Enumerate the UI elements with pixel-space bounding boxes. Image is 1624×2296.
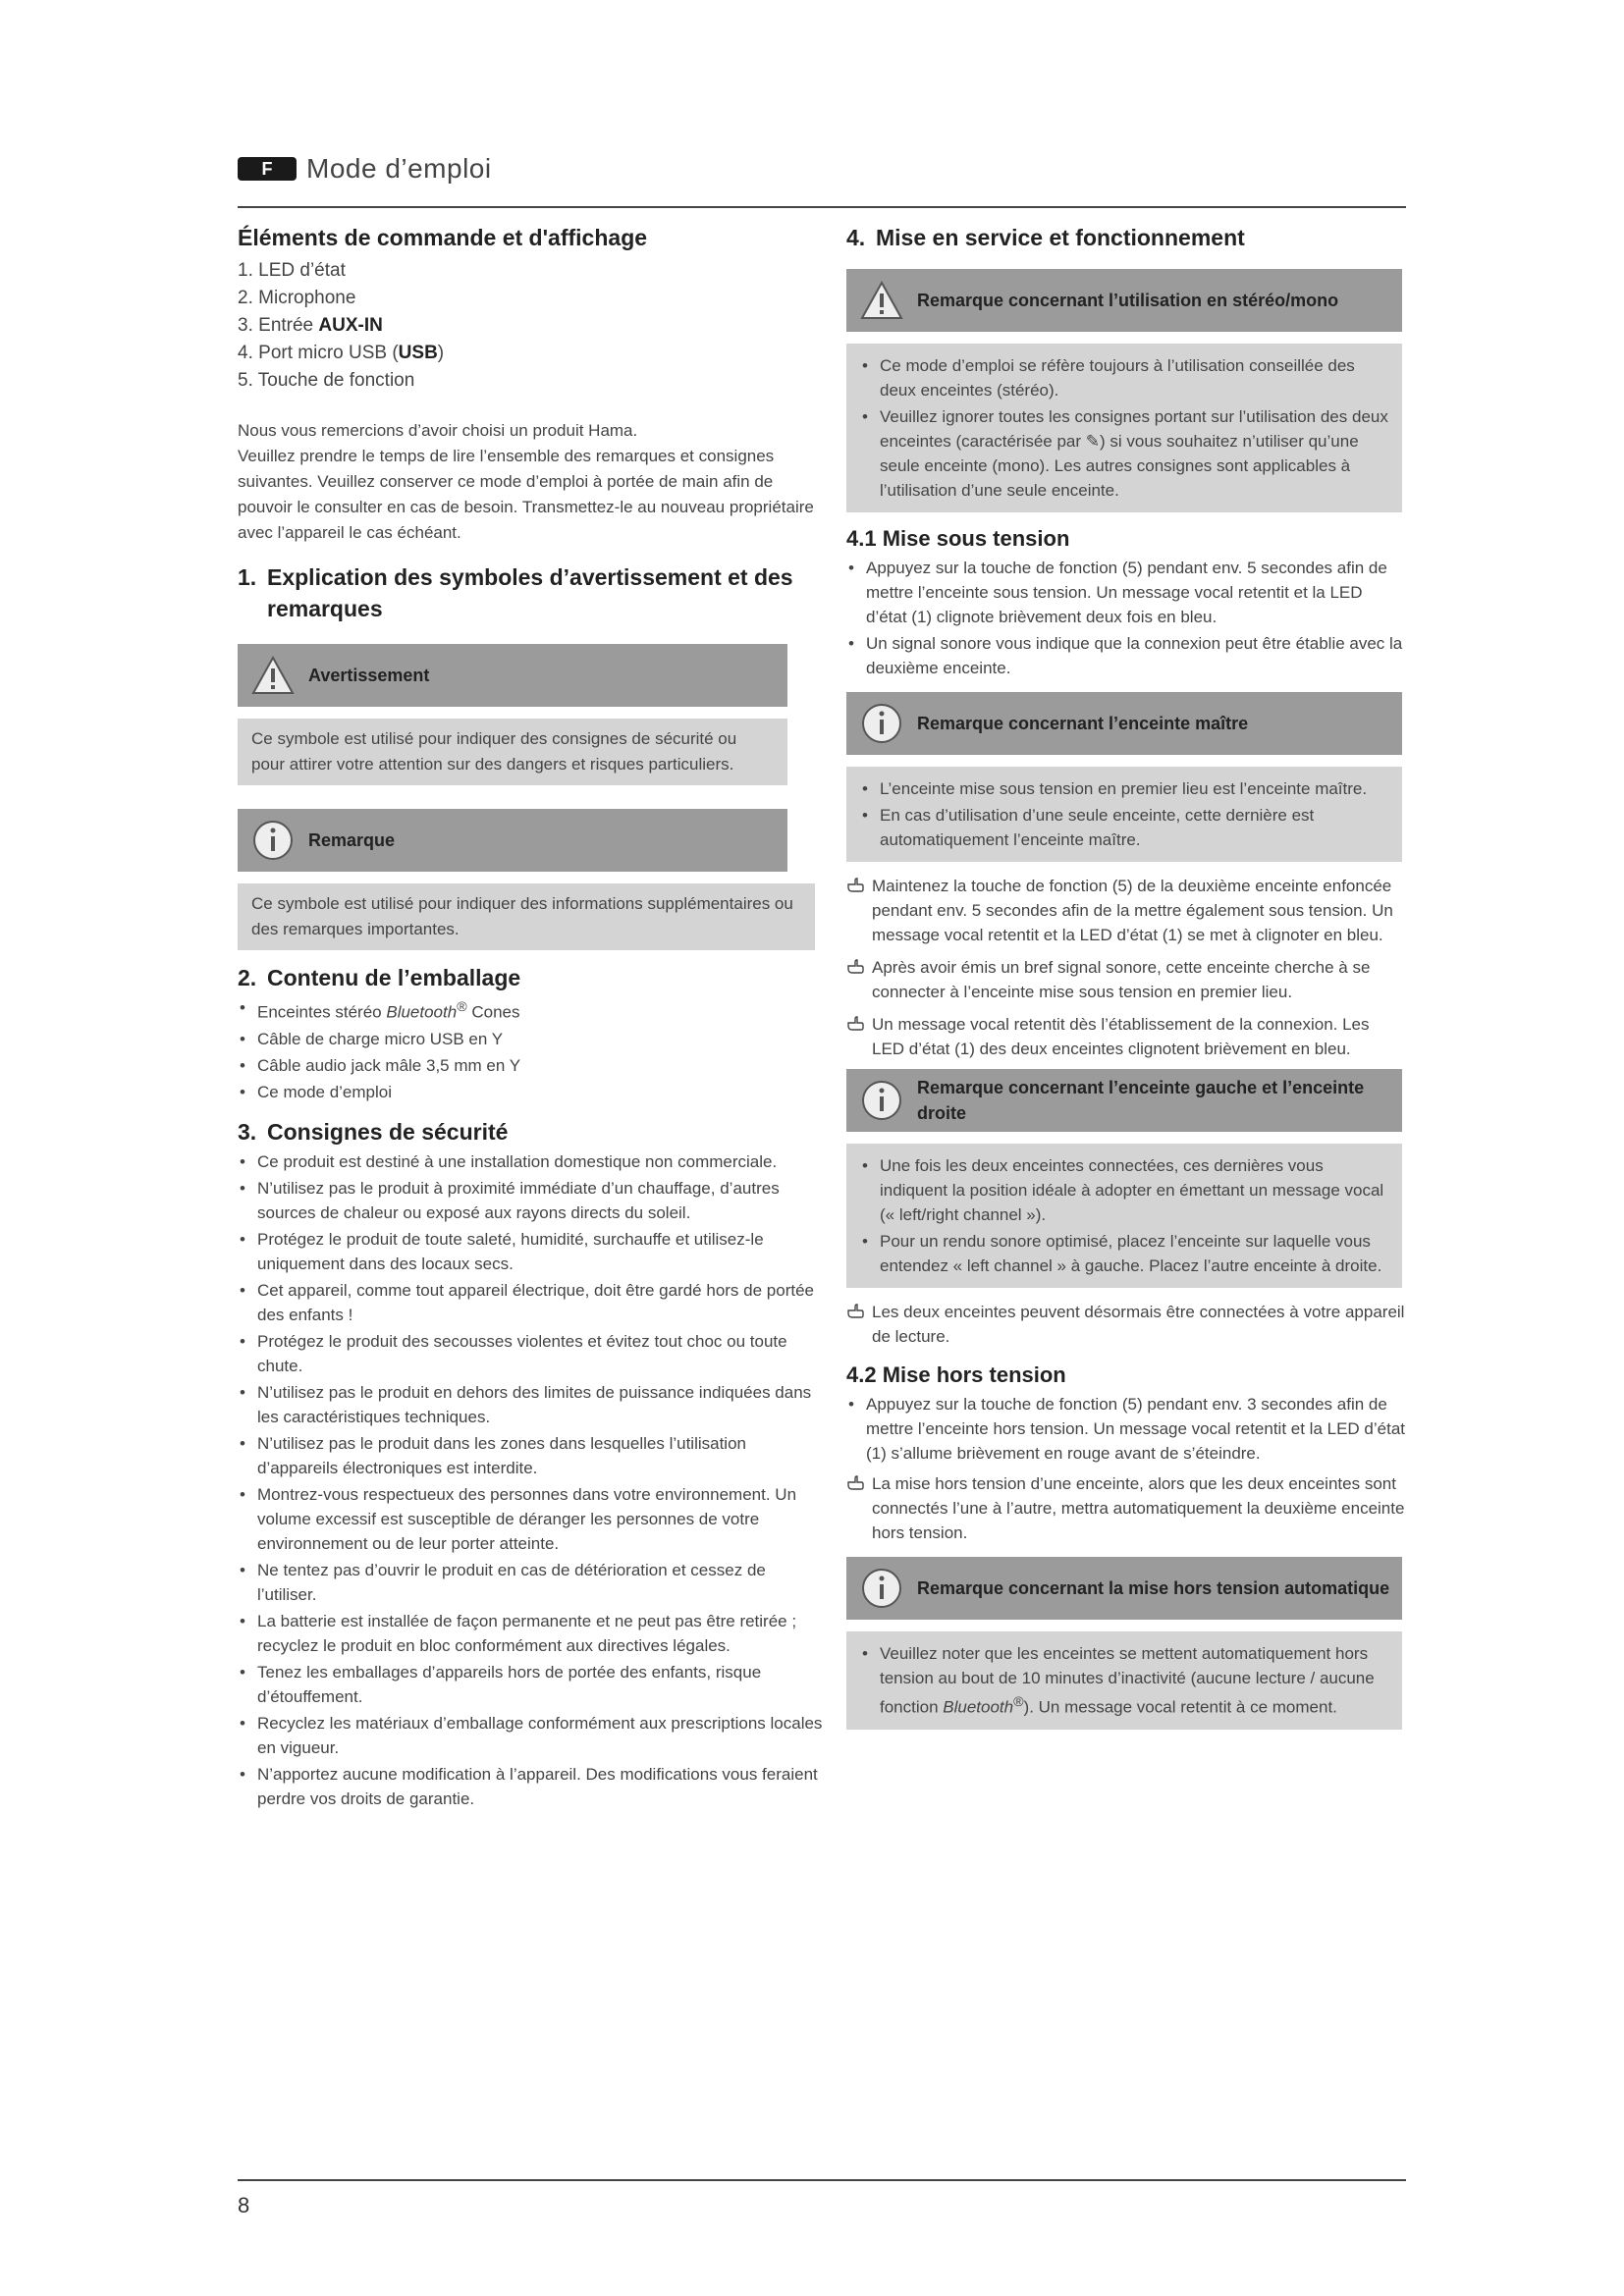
list-item: • N’utilisez pas le produit dans les zones dans lesquelles l’utilisation d’appareils électroniques est interdite. [238, 1431, 827, 1480]
section-1-heading: 1. Explication des symboles d’avertissement et des remarques [238, 564, 793, 621]
list-item: • Ce mode d’emploi se réfère toujours à l’utilisation conseillée des deux enceintes (stéréo). [860, 353, 1388, 402]
stereo-callout-body [846, 344, 1402, 512]
list-item: • Ce produit est destiné à une installation domestique non commerciale. [238, 1149, 827, 1174]
list-item: • Une fois les deux enceintes connectées, ces dernières vous indiquent la position idéale à adopter en émettant un message vocal (« left/right channel »). [860, 1153, 1388, 1227]
page-number: 8 [238, 2193, 250, 2217]
controls-list [238, 257, 827, 395]
auto-off-label: Remarque concernant la mise hors tension automatique [917, 1578, 1390, 1598]
list-item: • Un signal sonore vous indique que la connexion peut être établie avec la deuxième enceinte. [846, 631, 1406, 680]
list-item: • Ne tentez pas d’ouvrir le produit en cas de détérioration et cessez de l’utiliser. [238, 1558, 827, 1607]
step-item: Maintenez la touche de fonction (5) de la deuxième enceinte enfoncée pendant env. 5 secondes afin de la mettre également sous tension. Un message vocal retentit et la LED d’état (1) se met à clignoter en bleu. [846, 874, 1406, 947]
section-3-heading: 3. Consignes de sécurité [238, 1118, 509, 1145]
step-item: Après avoir émis un bref signal sonore, cette enceinte cherche à se connecter à l’enceinte mise sous tension en premier lieu. [846, 955, 1406, 1004]
section-4-2-heading: 4.2 Mise hors tension [846, 1362, 1066, 1387]
section-2-heading: 2. Contenu de l’emballage [238, 965, 521, 990]
left-column [238, 222, 827, 1813]
stereo-callout-header [846, 269, 1402, 332]
list-item: • Montrez-vous respectueux des personnes dans votre environnement. Un volume excessif est susceptible de déranger les personnes de votre environnement ou de leur porter atteinte. [238, 1482, 827, 1556]
step-item: Un message vocal retentit dès l’établissement de la connexion. Les LED d’état (1) des deux enceintes clignotent brièvement en bleu. [846, 1012, 1406, 1061]
package-contents-list [238, 995, 827, 1104]
info-circle-icon [860, 1567, 903, 1610]
warning-triangle-icon [251, 654, 295, 697]
pointing-hand-icon [846, 957, 864, 975]
step-item: La mise hors tension d’une enceinte, alors que les deux enceintes sont connectés l’une à l’autre, mettra automatiquement la deuxième enceinte hors tension. [846, 1471, 1406, 1545]
list-item: • Protégez le produit des secousses violentes et évitez tout choc ou toute chute. [238, 1329, 827, 1378]
list-item: 2. Microphone [238, 288, 356, 308]
auto-off-callout-header [846, 1557, 1402, 1620]
controls-heading: Éléments de commande et d'affichage [238, 225, 648, 250]
page-header [238, 153, 1406, 208]
step-item: Les deux enceintes peuvent désormais être connectées à votre appareil de lecture. [846, 1300, 1406, 1349]
note-label: Remarque [308, 830, 396, 850]
left-right-label: Remarque concernant l’enceinte gauche et l’enceinte droite [917, 1078, 1365, 1123]
list-item: • Pour un rendu sonore optimisé, placez l’enceinte sur laquelle vous entendez « left channel » à gauche. Placez l’autre enceinte à droite. [860, 1229, 1388, 1278]
list-item: 1. LED d’état [238, 260, 346, 281]
left-right-callout-body [846, 1144, 1402, 1288]
list-item: • Cet appareil, comme tout appareil électrique, doit être gardé hors de portée des enfants ! [238, 1278, 827, 1327]
note-callout-header [238, 809, 787, 872]
list-item: • Ce mode d’emploi [238, 1080, 827, 1104]
right-column [846, 222, 1406, 1730]
power-off-list [846, 1392, 1406, 1466]
info-circle-icon [251, 819, 295, 862]
warning-label: Avertissement [308, 666, 430, 685]
left-right-callout-header [846, 1069, 1402, 1132]
list-item: • En cas d’utilisation d’une seule enceinte, cette dernière est automatiquement l’enceinte maître. [860, 803, 1388, 852]
list-item: • Câble audio jack mâle 3,5 mm en Y [238, 1053, 827, 1078]
warning-text: Ce symbole est utilisé pour indiquer des consignes de sécurité ou pour attirer votre attention sur des dangers et risques particuliers. [251, 729, 737, 774]
pointing-hand-icon [846, 1014, 864, 1032]
pointing-hand-icon [846, 1302, 864, 1319]
list-item: • N’utilisez pas le produit en dehors des limites de puissance indiquées dans les caractéristiques techniques. [238, 1380, 827, 1429]
master-callout-header [846, 692, 1402, 755]
info-circle-icon [860, 1079, 903, 1122]
intro-text: Veuillez prendre le temps de lire l’ensemble des remarques et consignes suivantes. Veuillez conserver ce mode d’emploi à portée de main afin de pouvoir le consulter en cas de besoin. Transmettez-le au nouveau propriétaire avec l’appareil le cas échéant. [238, 447, 814, 542]
warning-callout-body [238, 719, 787, 785]
power-on-list [846, 556, 1406, 680]
list-item: • Veuillez noter que les enceintes se mettent automatiquement hors tension au bout de 10 minutes d’inactivité (aucune lecture / aucune fonction Bluetooth®). Un message vocal retentit à ce moment. [860, 1641, 1388, 1720]
list-item: • Appuyez sur la touche de fonction (5) pendant env. 5 secondes afin de mettre l’enceinte sous tension. Un message vocal retentit et la LED d’état (1) clignote brièvement deux fois en bleu. [846, 556, 1406, 629]
list-item: • N’utilisez pas le produit à proximité immédiate d’un chauffage, d’autres sources de chaleur ou exposé aux rayons directs du soleil. [238, 1176, 827, 1225]
list-item: • Recyclez les matériaux d’emballage conformément aux prescriptions locales en vigueur. [238, 1711, 827, 1760]
auto-off-callout-body [846, 1631, 1402, 1730]
safety-list [238, 1149, 827, 1811]
list-item: 4. Port micro USB (USB) [238, 343, 445, 363]
warning-callout-header [238, 644, 787, 707]
list-item: • L’enceinte mise sous tension en premier lieu est l’enceinte maître. [860, 776, 1388, 801]
stereo-label: Remarque concernant l’utilisation en stéréo/mono [917, 291, 1339, 310]
list-item: • Protégez le produit de toute saleté, humidité, surchauffe et utilisez-le uniquement dans des locaux secs. [238, 1227, 827, 1276]
document-title: Mode d’emploi [306, 153, 492, 184]
pointing-hand-icon [846, 876, 864, 893]
section-4-heading: 4. Mise en service et fonctionnement [846, 225, 1245, 250]
list-item: • Appuyez sur la touche de fonction (5) pendant env. 3 secondes afin de mettre l’enceinte hors tension. Un message vocal retentit et la LED d’état (1) s’allume brièvement en rouge avant de s’éteindre. [846, 1392, 1406, 1466]
list-item: • Veuillez ignorer toutes les consignes portant sur l’utilisation des deux enceintes (caractérisée par ✎) si vous souhaitez n’utiliser qu’une seule enceinte (mono). Les autres consignes sont applicables à l’utilisation d’une seule enceinte. [860, 404, 1388, 503]
pointing-hand-icon [846, 1473, 864, 1491]
list-item: 3. Entrée AUX-IN [238, 315, 383, 336]
footer-rule [238, 2179, 1406, 2181]
note-text: Ce symbole est utilisé pour indiquer des informations supplémentaires ou des remarques importantes. [251, 894, 793, 938]
intro-thanks: Nous vous remercions d’avoir choisi un produit Hama. [238, 421, 638, 440]
master-callout-body [846, 767, 1402, 862]
master-label: Remarque concernant l’enceinte maître [917, 714, 1249, 733]
list-item: • Câble de charge micro USB en Y [238, 1027, 827, 1051]
info-circle-icon [860, 702, 903, 745]
list-item: • Enceintes stéréo Bluetooth® Cones [238, 995, 827, 1025]
list-item: 5. Touche de fonction [238, 370, 415, 391]
list-item: • N’apportez aucune modification à l’appareil. Des modifications vous feraient perdre vos droits de garantie. [238, 1762, 827, 1811]
list-item: • Tenez les emballages d’appareils hors de portée des enfants, risque d’étouffement. [238, 1660, 827, 1709]
warning-triangle-icon [860, 279, 903, 322]
language-badge: F [238, 157, 297, 181]
section-4-1-heading: 4.1 Mise sous tension [846, 526, 1070, 551]
header-rule [238, 206, 1406, 208]
list-item: • La batterie est installée de façon permanente et ne peut pas être retirée ; recyclez le produit en bloc conformément aux directives légales. [238, 1609, 827, 1658]
note-callout-body [238, 883, 815, 950]
